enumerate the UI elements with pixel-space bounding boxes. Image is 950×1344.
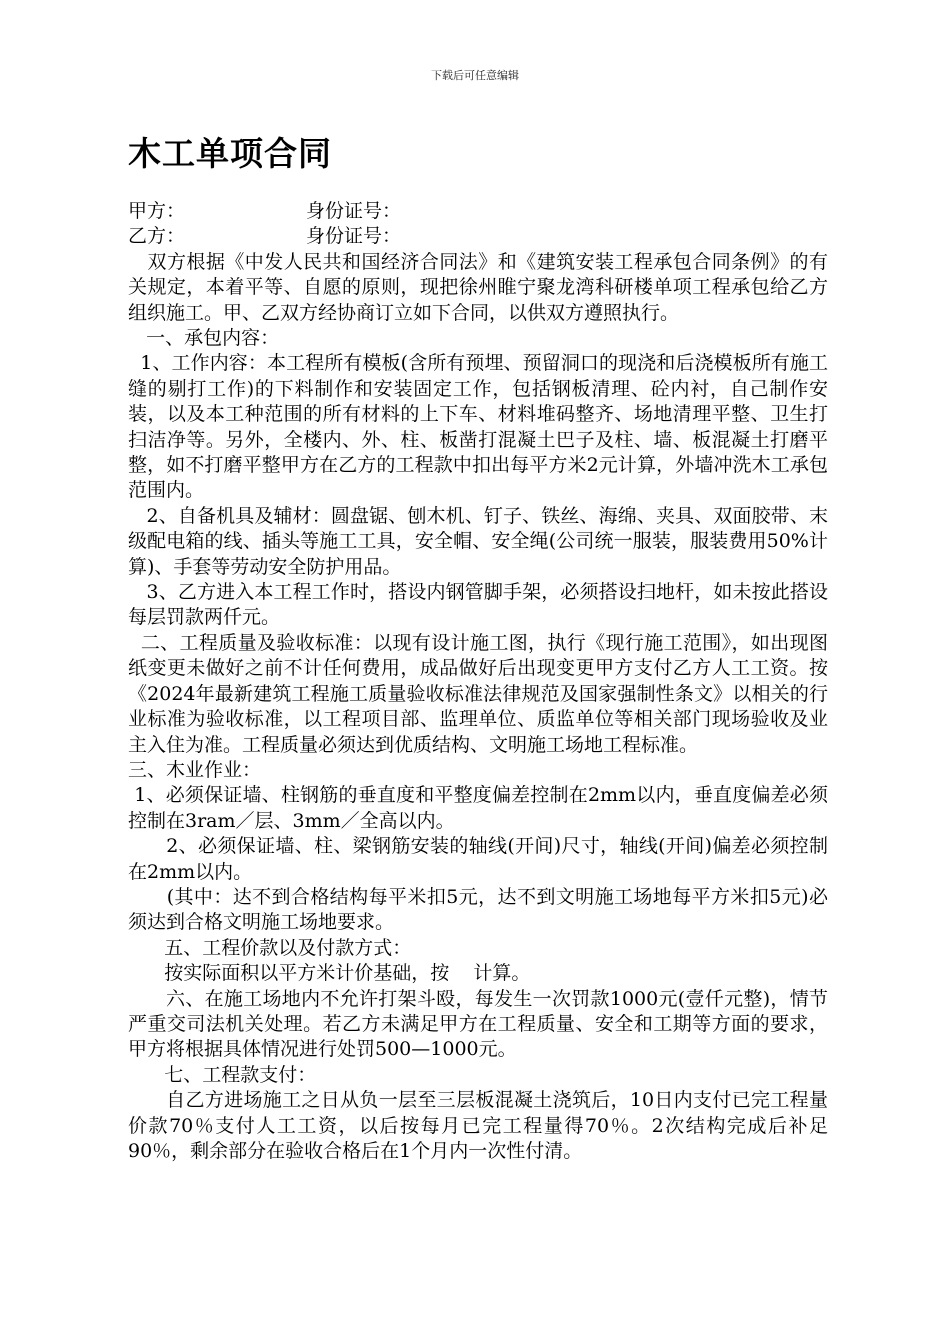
paragraph-price-basis: 按实际面积以平方米计价基础，按 计算。 — [128, 962, 531, 985]
section-heading-carpentry: 三、木业作业： — [128, 758, 262, 781]
contract-body — [128, 199, 828, 1164]
paragraph-quality: 二、工程质量及验收标准：以现有设计施工图，执行《现行施工范围》，如出现图纸变更未做好之前不计任何费用，成品做好后出现变更甲方支付乙方人工工资。按《2024年最新建筑工程施工质量验收标准法律规范及国家强制性条文》以相关的行业标准为验收标准，以工程项目部、监理单位、质监单位等相关部门现场验收及业主入住为准。工程质量必须达到优质结构、文明施工场地工程标准。 — [128, 631, 828, 756]
paragraph-tools: 2、自备机具及辅材：圆盘锯、刨木机、钉子、铁丝、海绵、夹具、双面胶带、末级配电箱的线、插头等施工工具，安全帽、安全绳(公司统一服装，服装费用50%计算)、手套等劳动安全防护用品。 — [128, 504, 828, 578]
paragraph-conduct: 六、在施工场地内不允许打架斗殴，每发生一次罚款1000元(壹仟元整)，情节严重交司法机关处理。若乙方未满足甲方在工程质量、安全和工期等方面的要求，甲方将根据具体情况进行处罚500—1000元。 — [128, 987, 828, 1061]
page-header-note: 下载后可任意编辑 — [431, 69, 519, 82]
section-heading-price: 五、工程价款以及付款方式： — [128, 936, 412, 959]
paragraph-scaffold: 3、乙方进入本工程工作时，搭设内钢管脚手架，必须搭设扫地杆，如未按此搭设每层罚款两仟元。 — [128, 581, 828, 629]
paragraph-axis: 2、必须保证墙、柱、梁钢筋安装的轴线(开间)尺寸，轴线(开间)偏差必须控制在2mm以内。 — [128, 835, 828, 883]
party-b-label: 乙方： — [128, 225, 186, 248]
party-a-label: 甲方： — [128, 200, 186, 222]
document-title: 木工单项合同 — [128, 134, 332, 173]
section-heading-payment: 七、工程款支付： — [128, 1063, 317, 1086]
party-a-id-label: 身份证号： — [306, 200, 402, 222]
paragraph-work-content: 1、工作内容：本工程所有模板(含所有预埋、预留洞口的现浇和后浇模板所有施工缝的剔打工作)的下料制作和安装固定工作，包括钢板清理、砼内衬，自己制作安装，以及本工种范围的所有材料的上下车、材料堆码整齐、场地清理平整、卫生打扫洁净等。另外，全楼内、外、柱、板凿打混凝土巴子及柱、墙、板混凝土打磨平整，如不打磨平整甲方在乙方的工程款中扣出每平方米2元计算，外墙冲洗木工承包范围内。 — [128, 352, 828, 502]
paragraph-penalty-note: (其中：达不到合格结构每平米扣5元，达不到文明施工场地每平方米扣5元)必须达到合格文明施工场地要求。 — [128, 885, 828, 934]
paragraph-payment: 自乙方进场施工之日从负一层至三层板混凝土浇筑后，10日内支付已完工程量价款70％支付人工工资，以后按每月已完工程量得70％。2次结构完成后补足90％，剩余部分在验收合格后在1个月内一次性付清。 — [128, 1089, 828, 1162]
party-b-id-label: 身份证号： — [306, 225, 402, 248]
section-heading-scope: 一、承包内容： — [128, 327, 280, 349]
party-b-line — [128, 224, 828, 249]
paragraph-verticality: 1、必须保证墙、柱钢筋的垂直度和平整度偏差控制在2mm以内，垂直度偏差必须控制在3ram／层、3mm／全高以内。 — [128, 784, 828, 832]
party-a-line — [128, 199, 828, 224]
paragraph-intro: 双方根据《中发人民共和国经济合同法》和《建筑安装工程承包合同条例》的有关规定，本着平等、自愿的原则，现把徐州睢宁聚龙湾科研楼单项工程承包给乙方组织施工。甲、乙双方经协商订立如下合同，以供双方遵照执行。 — [128, 250, 828, 324]
